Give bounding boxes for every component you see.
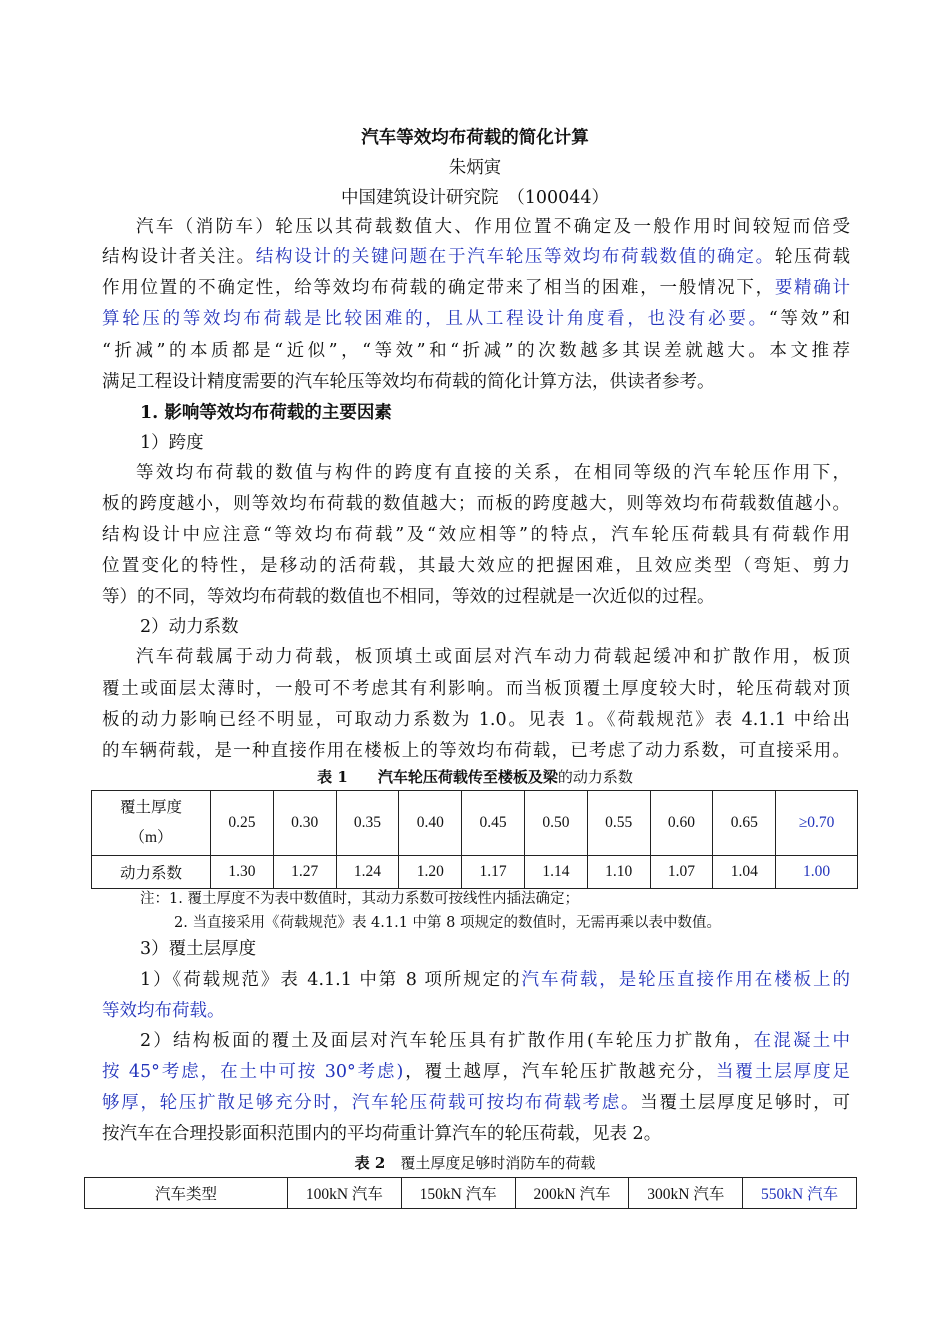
span-line-1: 等效均布荷载的数值与构件的跨度有直接的关系，在相同等级的汽车轮压作用下， bbox=[136, 463, 850, 483]
caption-label: 表 2 bbox=[354, 1154, 386, 1172]
document-title: 汽车等效均布荷载的简化计算 bbox=[361, 128, 589, 148]
table-cell: 1.30 bbox=[211, 856, 274, 889]
table-cell: 1.10 bbox=[587, 856, 650, 889]
span-line-3: 结构设计中应注意“等效均布荷载”及“效应相等”的特点，汽车轮压荷载具有荷载作用 bbox=[102, 525, 850, 545]
soil-highlight: 当覆土层厚度足 bbox=[715, 1062, 851, 1082]
soil-highlight: 在混凝土中 bbox=[753, 1031, 850, 1051]
caption-label: 表 1 汽车轮压荷载传至楼板及梁 bbox=[317, 768, 558, 786]
row-header-coefficient: 动力系数 bbox=[92, 856, 211, 889]
table-row bbox=[85, 1178, 857, 1209]
intro-line-5: “折减”的本质都是“近似”，“等效”和“折减”的次数越多其误差就越大。本文推荐 bbox=[102, 341, 850, 361]
intro-text: 结构设计者关注。 bbox=[102, 247, 256, 267]
intro-highlight: 结构设计的关键问题在于汽车轮压等效均布荷载数值的确定。 bbox=[255, 247, 775, 267]
row-header-vehicle-type: 汽车类型 bbox=[85, 1178, 288, 1209]
table-cell: 100kN 汽车 bbox=[288, 1178, 402, 1209]
subheading-span: 1）跨度 bbox=[140, 433, 204, 453]
table-cell: 550kN 汽车 bbox=[743, 1178, 857, 1209]
soil-highlight: 按 45°考虑，在土中可按 30°考虑) bbox=[102, 1062, 404, 1082]
section-heading: 1. 影响等效均布荷载的主要因素 bbox=[140, 403, 392, 423]
table-cell: 0.35 bbox=[336, 791, 399, 856]
intro-line-1: 汽车（消防车）轮压以其荷载数值大、作用位置不确定及一般作用时间较短而倍受 bbox=[136, 217, 850, 237]
intro-line-3 bbox=[102, 273, 850, 303]
subheading-soil: 3）覆土层厚度 bbox=[140, 939, 257, 959]
cell-text: 覆土厚度 bbox=[119, 799, 182, 816]
table-cell: 0.55 bbox=[587, 791, 650, 856]
intro-highlight: 要精确计 bbox=[774, 278, 850, 298]
soil-para2-line-3 bbox=[102, 1088, 850, 1118]
dynamic-line-2: 覆土或面层太薄时，一般可不考虑其有利影响。而当板顶覆土厚度较大时，轮压荷载对顶 bbox=[102, 679, 850, 699]
subheading-dynamic: 2）动力系数 bbox=[140, 617, 239, 637]
dynamic-line-4: 的车辆荷载，是一种直接作用在楼板上的等效均布荷载，已考虑了动力系数，可直接采用。 bbox=[102, 741, 850, 761]
soil-para1-line-1 bbox=[140, 965, 850, 995]
fire-truck-load-table bbox=[84, 1177, 857, 1209]
table-cell: 0.65 bbox=[713, 791, 776, 856]
table-cell: 1.04 bbox=[713, 856, 776, 889]
intro-line-2 bbox=[102, 242, 850, 272]
table-cell: 300kN 汽车 bbox=[629, 1178, 743, 1209]
soil-highlight: 够厚，轮压扩散足够充分时，汽车轮压荷载可按均布荷载考虑。 bbox=[102, 1093, 641, 1113]
table-cell: 0.50 bbox=[524, 791, 587, 856]
soil-text: 2）结构板面的覆土及面层对汽车轮压具有扩散作用(车轮压力扩散角， bbox=[140, 1031, 754, 1051]
cell-text: （m） bbox=[129, 829, 173, 846]
soil-para2-line-2 bbox=[102, 1057, 850, 1087]
table-cell: 1.27 bbox=[273, 856, 336, 889]
soil-para1-line-2: 等效均布荷载。 bbox=[102, 1001, 225, 1021]
intro-highlight: 算轮压的等效均布荷载是比较困难的，且从工程设计角度看，也没有必要。 bbox=[102, 309, 769, 329]
table-cell: 200kN 汽车 bbox=[515, 1178, 629, 1209]
table-cell: 1.20 bbox=[399, 856, 462, 889]
table-cell: 1.07 bbox=[650, 856, 713, 889]
table1-caption bbox=[0, 765, 950, 789]
table-cell: 0.25 bbox=[211, 791, 274, 856]
intro-line-6: 满足工程设计精度需要的汽车轮压等效均布荷载的简化计算方法，供读者参考。 bbox=[102, 372, 715, 392]
soil-text: 1）《荷载规范》表 4.1.1 中第 8 项所规定的 bbox=[140, 970, 522, 990]
span-line-5: 等）的不同，等效均布荷载的数值也不相同，等效的过程就是一次近似的过程。 bbox=[102, 587, 715, 607]
table-cell: 0.30 bbox=[273, 791, 336, 856]
table-cell: 1.14 bbox=[524, 856, 587, 889]
span-line-4: 位置变化的特性，是移动的活荷载，其最大效应的把握困难，且效应类型（弯矩、剪力 bbox=[102, 556, 850, 576]
dynamic-line-1: 汽车荷载属于动力荷载，板顶填土或面层对汽车动力荷载起缓冲和扩散作用，板顶 bbox=[136, 647, 850, 667]
table-cell: 0.45 bbox=[462, 791, 525, 856]
table1-note-1: 注：1. 覆土厚度不为表中数值时，其动力系数可按线性内插法确定； bbox=[140, 891, 579, 907]
table-cell: 0.40 bbox=[399, 791, 462, 856]
table1-note-2: 2. 当直接采用《荷载规范》表 4.1.1 中第 8 项规定的数值时，无需再乘以表中数值。 bbox=[174, 915, 721, 931]
soil-text: ，覆土越厚，汽车轮压扩散越充分， bbox=[403, 1062, 716, 1082]
soil-para2-line-1 bbox=[140, 1026, 850, 1056]
affiliation: 中国建筑设计研究院 （100044） bbox=[340, 188, 610, 208]
intro-text: 作用位置的不确定性，给等效均布荷载的确定带来了相当的困难，一般情况下， bbox=[102, 278, 775, 298]
table2-caption bbox=[0, 1151, 950, 1175]
soil-highlight: 汽车荷载，是轮压直接作用在楼板上的 bbox=[521, 970, 851, 990]
row-header-thickness bbox=[92, 791, 211, 856]
dynamic-line-3: 板的动力影响已经不明显，可取动力系数为 1.0。见表 1。《荷载规范》表 4.1.1 中给出 bbox=[102, 710, 850, 730]
table-cell: 1.17 bbox=[462, 856, 525, 889]
span-line-2: 板的跨度越小，则等效均布荷载的数值越大；而板的跨度越大，则等效均布荷载数值越小。 bbox=[102, 494, 850, 514]
dynamic-coefficient-table bbox=[91, 790, 858, 889]
intro-text: 轮压荷载 bbox=[774, 247, 851, 267]
table-row bbox=[92, 791, 858, 856]
soil-text: 当覆土层厚度足够时，可 bbox=[640, 1093, 851, 1113]
table-row bbox=[92, 856, 858, 889]
intro-text: “等效”和 bbox=[768, 309, 850, 329]
table-cell: 1.24 bbox=[336, 856, 399, 889]
table-cell: 0.60 bbox=[650, 791, 713, 856]
caption-text: 的动力系数 bbox=[557, 768, 633, 786]
soil-para2-line-4: 按汽车在合理投影面积范围内的平均荷重计算汽车的轮压荷载，见表 2。 bbox=[102, 1124, 662, 1144]
caption-text: 覆土厚度足够时消防车的荷载 bbox=[385, 1154, 596, 1172]
table-cell: ≥0.70 bbox=[776, 791, 858, 856]
table-cell: 1.00 bbox=[776, 856, 858, 889]
author: 朱炳寅 bbox=[448, 158, 502, 178]
intro-line-4 bbox=[102, 304, 850, 334]
table-cell: 150kN 汽车 bbox=[401, 1178, 515, 1209]
